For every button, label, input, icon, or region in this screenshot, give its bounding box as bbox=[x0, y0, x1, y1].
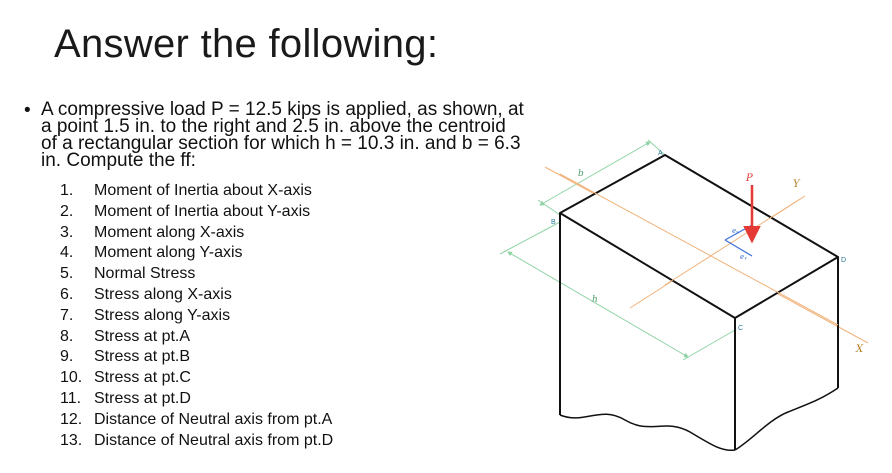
list-item: 4. Moment along Y-axis bbox=[60, 244, 243, 262]
list-item: 3. Moment along X-axis bbox=[60, 223, 245, 241]
label-b: b bbox=[578, 169, 584, 179]
list-item: 8. Stress at pt.A bbox=[60, 327, 191, 345]
label-h: h bbox=[592, 295, 598, 305]
statement-line-1: A compressive load P = 12.5 kips is applied, as shown, at bbox=[41, 99, 524, 120]
list-item: 12. Distance of Neutral axis from pt.A bbox=[60, 410, 333, 428]
label-Y: Y bbox=[793, 179, 800, 190]
list-item: 5. Normal Stress bbox=[60, 265, 196, 283]
statement-line-4: in. Compute the ff: bbox=[41, 150, 196, 171]
point-C-label: C bbox=[738, 325, 744, 332]
list-item: 11. Stress at pt.D bbox=[60, 389, 191, 407]
list-item: 13. Distance of Neutral axis from pt.D bbox=[60, 431, 334, 449]
statement-line-2: a point 1.5 in. to the right and 2.5 in. above the centroid bbox=[41, 116, 506, 137]
point-D-label: D bbox=[841, 257, 847, 264]
list-item: 6. Stress along X-axis bbox=[60, 285, 232, 303]
list-item: 1. Moment of Inertia about X-axis bbox=[60, 182, 312, 199]
wavy-bottom-right bbox=[735, 388, 838, 450]
page-title: Answer the following: bbox=[54, 22, 439, 66]
bullet-icon: • bbox=[24, 100, 31, 121]
label-ey: eᵧ bbox=[740, 253, 747, 261]
list-item: 10. Stress at pt.C bbox=[60, 369, 191, 387]
rectangular-section-diagram bbox=[490, 125, 885, 455]
list-item: 7. Stress along Y-axis bbox=[60, 306, 231, 324]
list-item: 9. Stress at pt.B bbox=[60, 348, 191, 366]
statement-line-3: of a rectangular section for which h = 10.3 in. and b = 6.3 bbox=[41, 133, 521, 154]
question-list bbox=[60, 181, 333, 451]
point-A-label: A bbox=[658, 150, 663, 157]
label-P: P bbox=[746, 173, 753, 184]
list-item: 2. Moment of Inertia about Y-axis bbox=[60, 202, 311, 220]
label-X: X bbox=[856, 344, 864, 355]
wavy-bottom-left bbox=[560, 414, 735, 450]
point-B-label: B bbox=[551, 219, 556, 226]
label-ex: eₓ bbox=[732, 227, 739, 235]
